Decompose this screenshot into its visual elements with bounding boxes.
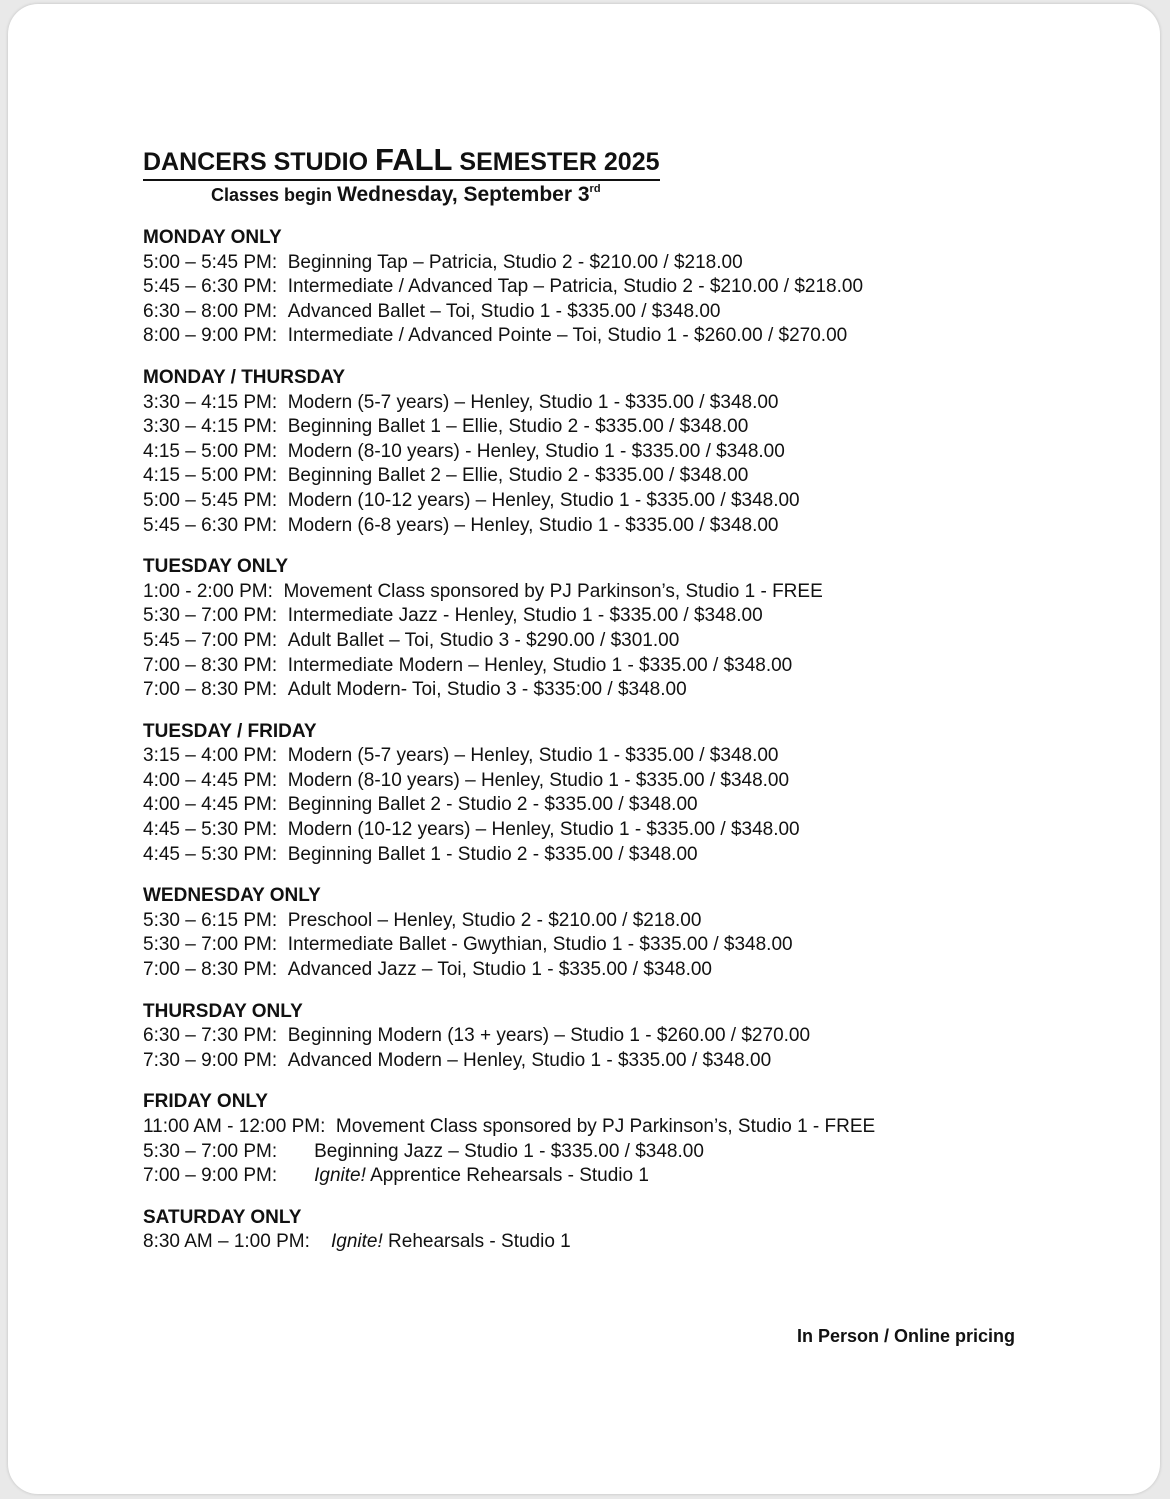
- class-time: 5:45 – 6:30 PM:: [143, 514, 278, 536]
- class-time: 4:15 – 5:00 PM:: [143, 440, 278, 462]
- class-description: Beginning Ballet 1 - Studio 2 - $335.00 / $348.00: [287, 843, 698, 865]
- class-description: Beginning Ballet 1 – Ellie, Studio 2 - $335.00 / $348.00: [287, 416, 749, 438]
- class-line: [143, 251, 1043, 276]
- class-time: 5:30 – 7:00 PM:: [143, 1140, 278, 1162]
- schedule-section: [143, 226, 1043, 349]
- class-line: [143, 440, 1043, 465]
- class-description: Beginning Jazz – Studio 1 - $335.00 / $348.00: [314, 1140, 704, 1162]
- class-description: Beginning Modern (13 + years) – Studio 1 - $260.00 / $270.00: [287, 1025, 811, 1047]
- schedule-content: [143, 143, 1043, 1255]
- class-description: Intermediate Modern – Henley, Studio 1 - $335.00 / $348.00: [287, 654, 793, 676]
- class-time: 5:45 – 6:30 PM:: [143, 276, 278, 298]
- class-line: [143, 604, 1043, 629]
- class-description: Movement Class sponsored by PJ Parkinson’s, Studio 1 - FREE: [283, 580, 823, 602]
- class-time: 5:30 – 7:00 PM:: [143, 934, 278, 956]
- class-line: [143, 1164, 1043, 1189]
- schedule-section: [143, 366, 1043, 538]
- page-title: [143, 143, 660, 181]
- class-line: [143, 1140, 1043, 1165]
- class-line: [143, 324, 1043, 349]
- class-description: Intermediate / Advanced Tap – Patricia, Studio 2 - $210.00 / $218.00: [287, 276, 864, 298]
- class-time: 5:30 – 7:00 PM:: [143, 605, 278, 627]
- schedule-sections: [143, 226, 1043, 1255]
- class-line: [143, 514, 1043, 539]
- class-line: [143, 275, 1043, 300]
- section-heading: MONDAY ONLY: [143, 227, 282, 248]
- class-description: Preschool – Henley, Studio 2 - $210.00 / $218.00: [287, 909, 702, 931]
- title-part-2: FALL: [374, 142, 453, 177]
- class-time: 7:00 – 8:30 PM:: [143, 654, 278, 676]
- class-line: [143, 1230, 1043, 1255]
- class-time: 4:15 – 5:00 PM:: [143, 465, 278, 487]
- class-time: 8:00 – 9:00 PM:: [143, 325, 278, 347]
- schedule-section: [143, 884, 1043, 982]
- schedule-section: [143, 1206, 1043, 1255]
- class-time: 4:00 – 4:45 PM:: [143, 794, 278, 816]
- class-line: [143, 818, 1043, 843]
- class-description: Modern (10-12 years) – Henley, Studio 1 - $335.00 / $348.00: [287, 489, 800, 511]
- class-time: 7:30 – 9:00 PM:: [143, 1049, 278, 1071]
- class-line: [143, 464, 1043, 489]
- schedule-section: [143, 720, 1043, 868]
- class-time: 4:45 – 5:30 PM:: [143, 843, 278, 865]
- class-description: Modern (8-10 years) - Henley, Studio 1 - $335.00 / $348.00: [287, 440, 785, 462]
- class-time: 4:45 – 5:30 PM:: [143, 819, 278, 841]
- section-heading: FRIDAY ONLY: [143, 1091, 268, 1113]
- section-heading: TUESDAY / FRIDAY: [143, 720, 317, 742]
- class-time: 3:30 – 4:15 PM:: [143, 391, 278, 413]
- class-description: Advanced Jazz – Toi, Studio 1 - $335.00 / $348.00: [287, 959, 712, 981]
- class-time: 5:00 – 5:45 PM:: [143, 251, 278, 273]
- class-line: [143, 843, 1043, 868]
- class-time: 3:15 – 4:00 PM:: [143, 745, 278, 767]
- schedule-section: [143, 1000, 1043, 1074]
- class-description: Modern (10-12 years) – Henley, Studio 1 - $335.00 / $348.00: [287, 819, 800, 841]
- class-time: 3:30 – 4:15 PM:: [143, 416, 278, 438]
- class-emphasis: Ignite!: [314, 1165, 366, 1187]
- class-time: 8:30 AM – 1:00 PM:: [143, 1231, 310, 1253]
- class-description: Adult Modern- Toi, Studio 3 - $335:00 / $348.00: [287, 679, 687, 701]
- schedule-section: [143, 1090, 1043, 1188]
- class-line: [143, 1115, 1043, 1140]
- class-line: [143, 909, 1043, 934]
- class-time: 7:00 – 9:00 PM:: [143, 1165, 278, 1187]
- class-description: Advanced Ballet – Toi, Studio 1 - $335.00 / $348.00: [287, 300, 721, 322]
- class-description: Rehearsals - Studio 1: [382, 1231, 571, 1253]
- section-heading: MONDAY / THURSDAY: [143, 366, 346, 388]
- section-heading: SATURDAY ONLY: [143, 1206, 302, 1228]
- class-line: [143, 933, 1043, 958]
- class-description: Movement Class sponsored by PJ Parkinson’s, Studio 1 - FREE: [335, 1116, 876, 1137]
- class-time: 5:30 – 6:15 PM:: [143, 909, 278, 931]
- class-line: [143, 629, 1043, 654]
- class-time: 6:30 – 7:30 PM:: [143, 1025, 278, 1047]
- class-time: 1:00 - 2:00 PM:: [143, 580, 273, 602]
- class-description: Apprentice Rehearsals - Studio 1: [365, 1165, 649, 1187]
- page-subtitle: [211, 181, 1043, 209]
- class-description: Advanced Modern – Henley, Studio 1 - $335.00 / $348.00: [287, 1049, 772, 1071]
- class-line: [143, 678, 1043, 703]
- class-description: Beginning Ballet 2 – Ellie, Studio 2 - $335.00 / $348.00: [287, 465, 749, 487]
- section-heading: THURSDAY ONLY: [143, 1000, 303, 1022]
- class-line: [143, 769, 1043, 794]
- class-time: 5:45 – 7:00 PM:: [143, 629, 278, 651]
- class-line: [143, 1049, 1043, 1074]
- class-description: Modern (5-7 years) – Henley, Studio 1 - $335.00 / $348.00: [287, 745, 779, 767]
- class-line: [143, 580, 1043, 605]
- subtitle-part-2: Wednesday, September 3: [337, 183, 590, 206]
- class-description: Beginning Tap – Patricia, Studio 2 - $210.00 / $218.00: [287, 251, 743, 273]
- class-time: 7:00 – 8:30 PM:: [143, 959, 278, 981]
- class-line: [143, 489, 1043, 514]
- class-description: Adult Ballet – Toi, Studio 3 - $290.00 / $301.00: [287, 629, 680, 651]
- subtitle-part-1: Classes begin: [211, 185, 338, 205]
- title-part-3: SEMESTER 2025: [452, 148, 660, 176]
- class-line: [143, 300, 1043, 325]
- class-time: 4:00 – 4:45 PM:: [143, 769, 278, 791]
- class-line: [143, 391, 1043, 416]
- class-line: [143, 654, 1043, 679]
- class-description: Beginning Ballet 2 - Studio 2 - $335.00 / $348.00: [287, 794, 698, 816]
- section-heading: TUESDAY ONLY: [143, 556, 289, 578]
- title-part-1: DANCERS STUDIO: [143, 148, 375, 176]
- class-line: [143, 958, 1043, 983]
- class-description: Modern (6-8 years) – Henley, Studio 1 - $335.00 / $348.00: [287, 514, 779, 536]
- schedule-page: [8, 4, 1160, 1494]
- pricing-note: In Person / Online pricing: [797, 1326, 1016, 1346]
- class-time: 7:00 – 8:30 PM:: [143, 679, 278, 701]
- class-time: 5:00 – 5:45 PM:: [143, 489, 278, 511]
- class-description: Modern (5-7 years) – Henley, Studio 1 - $335.00 / $348.00: [287, 391, 779, 413]
- class-time: 6:30 – 8:00 PM:: [143, 300, 278, 322]
- class-line: [143, 415, 1043, 440]
- class-time: 11:00 AM - 12:00 PM:: [143, 1116, 326, 1137]
- class-description: Modern (8-10 years) – Henley, Studio 1 - $335.00 / $348.00: [287, 769, 790, 791]
- class-description: Intermediate Ballet - Gwythian, Studio 1 - $335.00 / $348.00: [287, 934, 793, 956]
- class-description: Intermediate Jazz - Henley, Studio 1 - $335.00 / $348.00: [287, 605, 763, 627]
- class-description: Intermediate / Advanced Pointe – Toi, Studio 1 - $260.00 / $270.00: [287, 325, 848, 347]
- class-line: [143, 793, 1043, 818]
- class-line: [143, 744, 1043, 769]
- schedule-section: [143, 555, 1043, 703]
- class-line: [143, 1024, 1043, 1049]
- subtitle-suffix: rd: [589, 183, 601, 195]
- section-heading: WEDNESDAY ONLY: [143, 885, 321, 907]
- class-emphasis: Ignite!: [331, 1231, 383, 1253]
